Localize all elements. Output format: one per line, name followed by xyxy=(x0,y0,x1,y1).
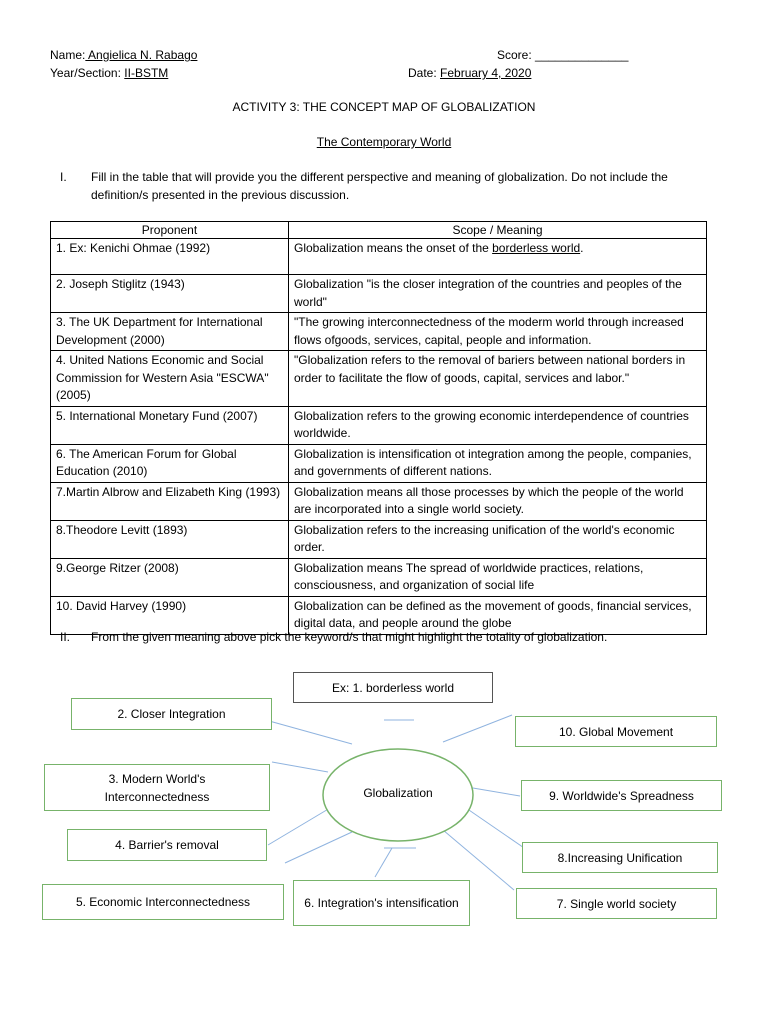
name-value: Angielica N. Rabago xyxy=(85,48,198,62)
proponent-cell: 10. David Harvey (1990) xyxy=(51,596,289,634)
proponent-cell: 2. Joseph Stiglitz (1943) xyxy=(51,275,289,313)
meaning-end: . xyxy=(580,241,584,255)
meaning-cell: Globalization "is the closer integration of the countries and peoples of the world" xyxy=(289,275,707,313)
date-value: February 4, 2020 xyxy=(440,66,532,80)
proponent-cell: 7.Martin Albrow and Elizabeth King (1993) xyxy=(51,482,289,520)
proponent-cell: 9.George Ritzer (2008) xyxy=(51,558,289,596)
proponent-cell: 6. The American Forum for Global Education (2010) xyxy=(51,444,289,482)
header-meaning: Scope / Meaning xyxy=(289,222,707,239)
page-subtitle: The Contemporary World xyxy=(316,135,452,149)
proponent-cell: 3. The UK Department for International Development (2000) xyxy=(51,313,289,351)
activity-title: ACTIVITY 3: THE CONCEPT MAP OF GLOBALIZATION xyxy=(232,100,536,114)
connector-line xyxy=(272,762,328,772)
meaning-cell: Globalization refers to the increasing unification of the world's economic order. xyxy=(289,520,707,558)
date-label: Date: xyxy=(408,66,441,80)
score-label: Score: xyxy=(497,48,536,62)
connector-line xyxy=(262,719,352,744)
name-label: Name: xyxy=(50,48,86,62)
node-economic-interconnectedness: 5. Economic Interconnectedness xyxy=(42,884,284,920)
meaning-text: Globalization means the onset of the xyxy=(294,241,493,255)
year-value: II-BSTM xyxy=(124,66,169,80)
proponent-cell: 1. Ex: Kenichi Ohmae (1992) xyxy=(51,239,289,275)
node-borderless-world: Ex: 1. borderless world xyxy=(293,672,493,703)
node-integration-intensification: 6. Integration's intensification xyxy=(293,880,470,926)
connector-line xyxy=(467,787,520,796)
meaning-term: borderless world xyxy=(492,241,581,255)
connector-line xyxy=(443,715,512,742)
center-label: Globalization xyxy=(363,786,433,800)
connector-line xyxy=(466,808,530,852)
connector-line xyxy=(285,832,352,863)
meaning-cell: Globalization is intensification ot integration among the people, companies, and governments of different nations. xyxy=(289,444,707,482)
node-single-world-society: 7. Single world society xyxy=(516,888,717,919)
header-proponent: Proponent xyxy=(51,222,289,239)
meaning-cell: "Globalization refers to the removal of bariers between national borders in order to facilitate the flow of goods, capital, services and labor." xyxy=(289,351,707,407)
meaning-cell: Globalization means all those processes by which the people of the world are incorporated into a single world society. xyxy=(289,482,707,520)
proponent-cell: 4. United Nations Economic and Social Commission for Western Asia "ESCWA" (2005) xyxy=(51,351,289,407)
part1-number: I. xyxy=(60,170,67,184)
node-line: Interconnectedness xyxy=(104,789,210,804)
part2-number: II. xyxy=(60,630,71,644)
node-barriers-removal: 4. Barrier's removal xyxy=(67,829,267,861)
proponent-cell: 8.Theodore Levitt (1893) xyxy=(51,520,289,558)
meaning-cell: Globalization means The spread of worldwide practices, relations, consciousness, and organization of social life xyxy=(289,558,707,596)
node-increasing-unification: 8.Increasing Unification xyxy=(522,842,718,873)
year-label: Year/Section: xyxy=(50,66,125,80)
node-closer-integration: 2. Closer Integration xyxy=(71,698,272,730)
part1-line2: definition/s presented in the previous discussion. xyxy=(91,188,350,202)
node-line: 3. Modern World's xyxy=(108,771,206,786)
score-value: ______________ xyxy=(535,48,629,62)
proponent-cell: 5. International Monetary Fund (2007) xyxy=(51,406,289,444)
meaning-cell: "The growing interconnectedness of the moderm world through increased flows ofgoods, services, capital, people and information. xyxy=(289,313,707,351)
node-modern-world-interconnectedness xyxy=(44,764,270,811)
connector-line xyxy=(268,808,330,845)
meaning-cell: Globalization can be defined as the movement of goods, financial services, digital data, and people around the globe xyxy=(289,596,707,634)
node-worldwide-spreadness: 9. Worldwide's Spreadness xyxy=(521,780,722,811)
meaning-cell: Globalization refers to the growing economic interdependence of countries worldwide. xyxy=(289,406,707,444)
part2-text: From the given meaning above pick the keyword/s that might highlight the totality of globalization. xyxy=(91,630,608,644)
node-global-movement: 10. Global Movement xyxy=(515,716,717,747)
connector-line xyxy=(375,848,392,877)
part1-line1: Fill in the table that will provide you the different perspective and meaning of globalization. Do not include the xyxy=(91,170,668,184)
